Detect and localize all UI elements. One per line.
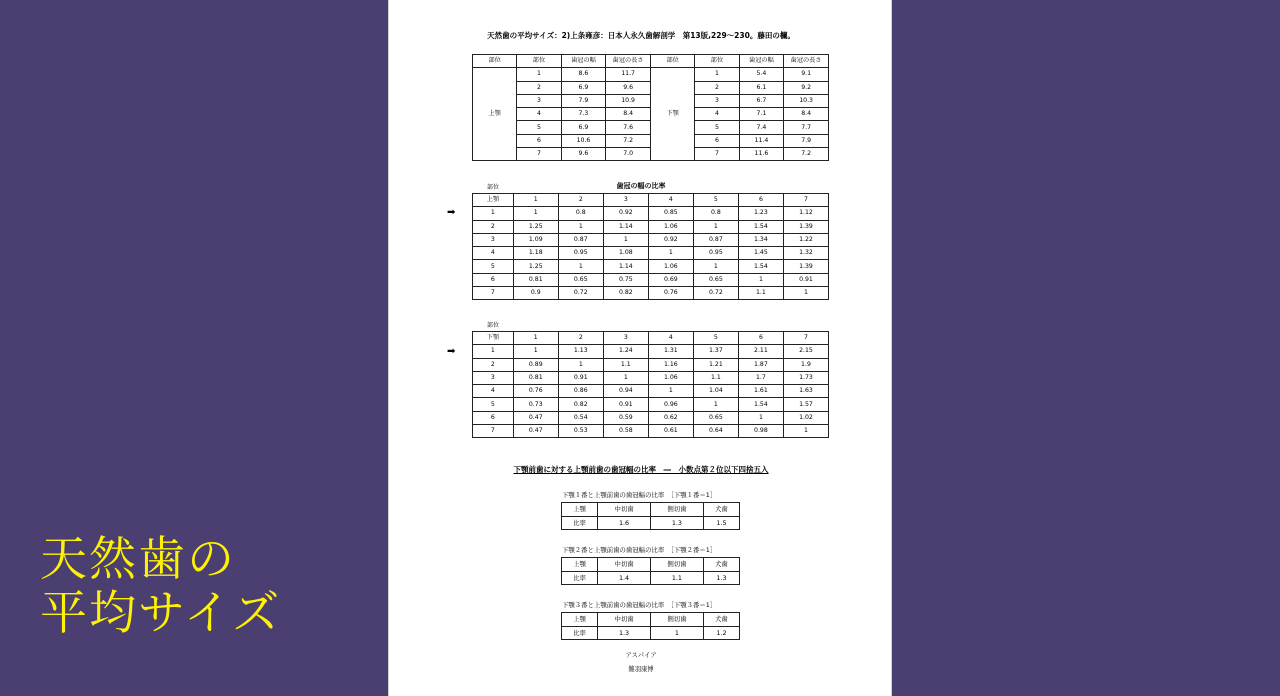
table-cell: 0.89 bbox=[513, 358, 558, 371]
footer-company: アスパイア bbox=[625, 652, 657, 659]
table-cell: 9.6 bbox=[606, 81, 651, 94]
table-cell: 1.3 bbox=[650, 516, 703, 530]
table-cell: 3 bbox=[473, 233, 514, 246]
table-header-cell: 中切歯 bbox=[598, 503, 651, 517]
table-cell: 0.65 bbox=[693, 273, 738, 286]
table-cell: 0.65 bbox=[693, 411, 738, 424]
table-cell: 7.7 bbox=[784, 121, 829, 134]
table-header-row bbox=[562, 503, 740, 517]
table-cell: 7.4 bbox=[739, 121, 784, 134]
table-cell: 1.34 bbox=[738, 233, 783, 246]
table-row bbox=[473, 273, 829, 286]
table-cell: 0.81 bbox=[513, 273, 558, 286]
table-cell: 0.65 bbox=[558, 273, 603, 286]
table-cell: 1.45 bbox=[738, 247, 783, 260]
table-cell: 10.6 bbox=[561, 134, 606, 147]
table-row bbox=[473, 411, 829, 424]
table-header-cell: 中切歯 bbox=[598, 558, 651, 572]
site-label-upper: 部位 bbox=[487, 184, 500, 191]
table-header-cell: 5 bbox=[693, 194, 738, 207]
table-header-cell: 3 bbox=[603, 332, 648, 345]
table-cell: 0.62 bbox=[648, 411, 693, 424]
table-cell: 1.57 bbox=[783, 398, 828, 411]
table-header-cell: 2 bbox=[558, 332, 603, 345]
table-corner-cell: 上顎 bbox=[473, 194, 514, 207]
table-cell: 7 bbox=[695, 148, 739, 161]
small-ratio-table bbox=[561, 502, 740, 530]
table-cell: 8.6 bbox=[561, 68, 606, 81]
table-cell: 0.87 bbox=[558, 233, 603, 246]
table-cell: 0.72 bbox=[693, 287, 738, 300]
table-cell: 7.9 bbox=[784, 134, 829, 147]
table-cell: 0.87 bbox=[693, 233, 738, 246]
footer-author: 難羽康博 bbox=[628, 666, 654, 673]
table-cell: 1.18 bbox=[513, 247, 558, 260]
table-cell: 1.06 bbox=[648, 220, 693, 233]
table-row bbox=[473, 68, 829, 81]
table-cell: 7 bbox=[473, 425, 514, 438]
table-cell: 0.82 bbox=[603, 287, 648, 300]
table-cell: 比率 bbox=[562, 571, 598, 585]
table-cell: 5 bbox=[473, 398, 514, 411]
table-cell: 0.92 bbox=[603, 207, 648, 220]
table-cell: 1.32 bbox=[783, 247, 828, 260]
table-row bbox=[473, 233, 829, 246]
table-header-row bbox=[562, 558, 740, 572]
table-cell: 7.2 bbox=[606, 134, 651, 147]
table-cell: 1 bbox=[783, 425, 828, 438]
table-cell: 1.25 bbox=[513, 220, 558, 233]
table-cell: 7.6 bbox=[606, 121, 651, 134]
table-header-cell: 5 bbox=[693, 332, 738, 345]
table-cell: 1 bbox=[513, 345, 558, 358]
table-cell: 1.06 bbox=[648, 371, 693, 384]
table-cell: 2 bbox=[517, 81, 561, 94]
table-cell: 1.04 bbox=[693, 385, 738, 398]
table-cell: 1.63 bbox=[783, 385, 828, 398]
table-header-cell: 歯冠の幅 bbox=[739, 55, 784, 68]
table-cell: 1.21 bbox=[693, 358, 738, 371]
table-cell: 0.96 bbox=[648, 398, 693, 411]
table-cell: 0.82 bbox=[558, 398, 603, 411]
table-cell: 1 bbox=[517, 68, 561, 81]
table-cell: 0.75 bbox=[603, 273, 648, 286]
table-cell: 比率 bbox=[562, 626, 598, 640]
table-cell: 0.72 bbox=[558, 287, 603, 300]
table-header-cell: 歯冠の長さ bbox=[784, 55, 829, 68]
table-cell: 7.3 bbox=[561, 108, 606, 121]
table-header-cell: 1 bbox=[513, 332, 558, 345]
upper-jaw-label: 上顎 bbox=[473, 68, 517, 161]
table-cell: 6 bbox=[473, 273, 514, 286]
table-cell: 6.9 bbox=[561, 81, 606, 94]
table-header-cell: 4 bbox=[648, 332, 693, 345]
table-cell: 1.14 bbox=[603, 260, 648, 273]
table-header-cell: 7 bbox=[783, 194, 828, 207]
table-cell: 7.0 bbox=[606, 148, 651, 161]
table-cell: 1.22 bbox=[783, 233, 828, 246]
table-cell: 1.1 bbox=[603, 358, 648, 371]
table-cell: 2.11 bbox=[738, 345, 783, 358]
slide-title-line-1: 天然歯の bbox=[40, 532, 236, 587]
table-header-cell: 上顎 bbox=[562, 613, 598, 627]
table-cell: 1.16 bbox=[648, 358, 693, 371]
table-row bbox=[473, 220, 829, 233]
table-cell: 1.37 bbox=[693, 345, 738, 358]
table-cell: 0.76 bbox=[648, 287, 693, 300]
table-row bbox=[473, 358, 829, 371]
table-cell: 3 bbox=[517, 94, 561, 107]
table-cell: 6.9 bbox=[561, 121, 606, 134]
table-cell: 1.06 bbox=[648, 260, 693, 273]
table-cell: 5 bbox=[473, 260, 514, 273]
table-header-cell: 部位 bbox=[517, 55, 561, 68]
table-header-row bbox=[562, 613, 740, 627]
table-cell: 1 bbox=[693, 260, 738, 273]
table-cell: 1.6 bbox=[598, 516, 651, 530]
table-header-cell: 6 bbox=[738, 194, 783, 207]
table-cell: 1.54 bbox=[738, 260, 783, 273]
lower-jaw-label: 下顎 bbox=[650, 68, 694, 161]
table-cell: 1.2 bbox=[703, 626, 739, 640]
table-cell: 1.54 bbox=[738, 220, 783, 233]
table-cell: 1.54 bbox=[738, 398, 783, 411]
table-header-cell: 側切歯 bbox=[650, 503, 703, 517]
table-header-cell: 歯冠の長さ bbox=[606, 55, 651, 68]
table-cell: 10.3 bbox=[784, 94, 829, 107]
table-cell: 0.54 bbox=[558, 411, 603, 424]
table-cell: 1 bbox=[693, 220, 738, 233]
table-cell: 5 bbox=[517, 121, 561, 134]
table-cell: 0.73 bbox=[513, 398, 558, 411]
table-cell: 1.1 bbox=[693, 371, 738, 384]
table-cell: 1 bbox=[650, 626, 703, 640]
table-cell: 0.69 bbox=[648, 273, 693, 286]
table-cell: 0.64 bbox=[693, 425, 738, 438]
table-row bbox=[473, 425, 829, 438]
table-cell: 0.59 bbox=[603, 411, 648, 424]
table-header-cell: 部位 bbox=[695, 55, 739, 68]
table-header-cell: 7 bbox=[783, 332, 828, 345]
table-cell: 1 bbox=[473, 345, 514, 358]
table-cell: 1.25 bbox=[513, 260, 558, 273]
table-cell: 11.6 bbox=[739, 148, 784, 161]
table-cell: 1.4 bbox=[598, 571, 651, 585]
table-cell: 1.02 bbox=[783, 411, 828, 424]
table-cell: 4 bbox=[473, 247, 514, 260]
table-cell: 0.98 bbox=[738, 425, 783, 438]
table-header-cell: 上顎 bbox=[562, 558, 598, 572]
table-header-cell: 犬歯 bbox=[703, 558, 739, 572]
table-cell: 4 bbox=[517, 108, 561, 121]
table-cell: 0.8 bbox=[693, 207, 738, 220]
table-cell: 3 bbox=[473, 371, 514, 384]
table-cell: 9.2 bbox=[784, 81, 829, 94]
table-cell: 1.14 bbox=[603, 220, 648, 233]
table-cell: 0.58 bbox=[603, 425, 648, 438]
table-cell: 2 bbox=[695, 81, 739, 94]
table-cell: 0.61 bbox=[648, 425, 693, 438]
table-header-cell: 側切歯 bbox=[650, 558, 703, 572]
table-cell: 0.8 bbox=[558, 207, 603, 220]
table-row bbox=[473, 371, 829, 384]
table-cell: 0.9 bbox=[513, 287, 558, 300]
table-cell: 1.13 bbox=[558, 345, 603, 358]
small-ratio-table bbox=[561, 612, 740, 640]
table-cell: 1 bbox=[695, 68, 739, 81]
table-cell: 1.09 bbox=[513, 233, 558, 246]
small-table-caption: 下顎２番と上顎前歯の歯冠幅の比率 ［下顎２番＝1］ bbox=[562, 546, 717, 554]
table-cell: 10.9 bbox=[606, 94, 651, 107]
arrow-icon: ➡ bbox=[447, 346, 456, 357]
arrow-icon: ➡ bbox=[447, 207, 456, 218]
slide-title bbox=[40, 533, 281, 641]
table-cell: 9.6 bbox=[561, 148, 606, 161]
table-cell: 0.76 bbox=[513, 385, 558, 398]
table-cell: 6.7 bbox=[739, 94, 784, 107]
small-table-caption: 下顎１番と上顎前歯の歯冠幅の比率 ［下顎１番＝1］ bbox=[562, 491, 717, 499]
table-cell: 7.2 bbox=[784, 148, 829, 161]
table-header-cell: 2 bbox=[558, 194, 603, 207]
table-cell: 6.1 bbox=[739, 81, 784, 94]
table-row bbox=[473, 207, 829, 220]
table-cell: 4 bbox=[695, 108, 739, 121]
table-cell: 2 bbox=[473, 220, 514, 233]
table-cell: 1.39 bbox=[783, 260, 828, 273]
table-cell: 4 bbox=[473, 385, 514, 398]
table-row bbox=[473, 385, 829, 398]
table-header-cell: 側切歯 bbox=[650, 613, 703, 627]
table-cell: 3 bbox=[695, 94, 739, 107]
document-page bbox=[388, 0, 892, 696]
table-cell: 1.73 bbox=[783, 371, 828, 384]
subtitle: 下顎前歯に対する上顎前歯の歯冠幅の比率 ― 小数点第２位以下四捨五入 bbox=[513, 465, 769, 474]
table-cell: 11.4 bbox=[739, 134, 784, 147]
table-cell: 1 bbox=[648, 385, 693, 398]
table-cell: 7.1 bbox=[739, 108, 784, 121]
table-cell: 0.86 bbox=[558, 385, 603, 398]
table-cell: 1.1 bbox=[738, 287, 783, 300]
crown-size-table bbox=[472, 54, 829, 161]
table-header-cell: 1 bbox=[513, 194, 558, 207]
table-cell: 1.39 bbox=[783, 220, 828, 233]
table-cell: 1.1 bbox=[650, 571, 703, 585]
table-cell: 1 bbox=[513, 207, 558, 220]
table-cell: 2.15 bbox=[783, 345, 828, 358]
table-header-cell: 4 bbox=[648, 194, 693, 207]
table-cell: 比率 bbox=[562, 516, 598, 530]
table-corner-cell: 下顎 bbox=[473, 332, 514, 345]
table-cell: 6 bbox=[473, 411, 514, 424]
table-row bbox=[473, 345, 829, 358]
table-cell: 6 bbox=[517, 134, 561, 147]
table-cell: 1.23 bbox=[738, 207, 783, 220]
table-cell: 1.31 bbox=[648, 345, 693, 358]
table-cell: 1.7 bbox=[738, 371, 783, 384]
table-cell: 6 bbox=[695, 134, 739, 147]
table-cell: 0.53 bbox=[558, 425, 603, 438]
table-header-cell: 歯冠の幅 bbox=[561, 55, 606, 68]
small-ratio-table bbox=[561, 557, 740, 585]
table-cell: 0.81 bbox=[513, 371, 558, 384]
table-header-cell: 犬歯 bbox=[703, 613, 739, 627]
table-cell: 0.91 bbox=[603, 398, 648, 411]
table-header-cell: 部位 bbox=[473, 55, 517, 68]
table-cell: 2 bbox=[473, 358, 514, 371]
table-header-cell: 部位 bbox=[650, 55, 694, 68]
table-header-row bbox=[473, 194, 829, 207]
table-cell: 1.24 bbox=[603, 345, 648, 358]
table-cell: 1.61 bbox=[738, 385, 783, 398]
slide-title-line-2: 平均サイズ bbox=[40, 586, 282, 641]
table-cell: 1 bbox=[738, 273, 783, 286]
table-row bbox=[473, 287, 829, 300]
table-cell: 1 bbox=[648, 247, 693, 260]
table-cell: 1.87 bbox=[738, 358, 783, 371]
table-cell: 0.47 bbox=[513, 411, 558, 424]
table-cell: 0.91 bbox=[558, 371, 603, 384]
document-title: 天然歯の平均サイズ：2)上条雍彦：日本人永久歯解剖学 第13版,229～230。藤田の欄。 bbox=[487, 31, 795, 40]
table-header-cell: 6 bbox=[738, 332, 783, 345]
table-cell: 7 bbox=[517, 148, 561, 161]
table-header-row bbox=[473, 332, 829, 345]
table-header-cell: 犬歯 bbox=[703, 503, 739, 517]
table-cell: 1.5 bbox=[703, 516, 739, 530]
table-cell: 0.92 bbox=[648, 233, 693, 246]
table-cell: 8.4 bbox=[606, 108, 651, 121]
table-cell: 0.85 bbox=[648, 207, 693, 220]
table-cell: 0.94 bbox=[603, 385, 648, 398]
table-cell: 1 bbox=[558, 220, 603, 233]
table-cell: 1.9 bbox=[783, 358, 828, 371]
table-cell: 11.7 bbox=[606, 68, 651, 81]
table-cell: 9.1 bbox=[784, 68, 829, 81]
table-cell: 0.95 bbox=[693, 247, 738, 260]
site-label-lower: 部位 bbox=[487, 322, 500, 329]
table-cell: 0.91 bbox=[783, 273, 828, 286]
table-cell: 5.4 bbox=[739, 68, 784, 81]
ratio-heading: 歯冠の幅の比率 bbox=[616, 182, 666, 190]
table-cell: 1 bbox=[693, 398, 738, 411]
table-header-cell: 上顎 bbox=[562, 503, 598, 517]
lower-ratio-table bbox=[472, 331, 829, 438]
table-cell: 1 bbox=[603, 371, 648, 384]
small-table-caption: 下顎３番と上顎前歯の歯冠幅の比率 ［下顎３番＝1］ bbox=[562, 601, 717, 609]
table-cell: 0.95 bbox=[558, 247, 603, 260]
table-row bbox=[473, 398, 829, 411]
table-cell: 1 bbox=[558, 358, 603, 371]
table-cell: 1.12 bbox=[783, 207, 828, 220]
table-cell: 1 bbox=[603, 233, 648, 246]
table-cell: 1.08 bbox=[603, 247, 648, 260]
table-cell: 1.3 bbox=[703, 571, 739, 585]
table-header-cell: 中切歯 bbox=[598, 613, 651, 627]
table-row bbox=[473, 260, 829, 273]
table-cell: 0.47 bbox=[513, 425, 558, 438]
table-row bbox=[562, 571, 740, 585]
table-cell: 1 bbox=[738, 411, 783, 424]
table-row bbox=[562, 626, 740, 640]
table-cell: 1 bbox=[473, 207, 514, 220]
table-header-cell: 3 bbox=[603, 194, 648, 207]
table-cell: 8.4 bbox=[784, 108, 829, 121]
upper-ratio-table bbox=[472, 193, 829, 300]
table-row bbox=[562, 516, 740, 530]
table-cell: 7.9 bbox=[561, 94, 606, 107]
table-row bbox=[473, 247, 829, 260]
table-cell: 1 bbox=[783, 287, 828, 300]
table-cell: 1.3 bbox=[598, 626, 651, 640]
table-cell: 5 bbox=[695, 121, 739, 134]
table-cell: 7 bbox=[473, 287, 514, 300]
table-header-row bbox=[473, 55, 829, 68]
table-cell: 1 bbox=[558, 260, 603, 273]
